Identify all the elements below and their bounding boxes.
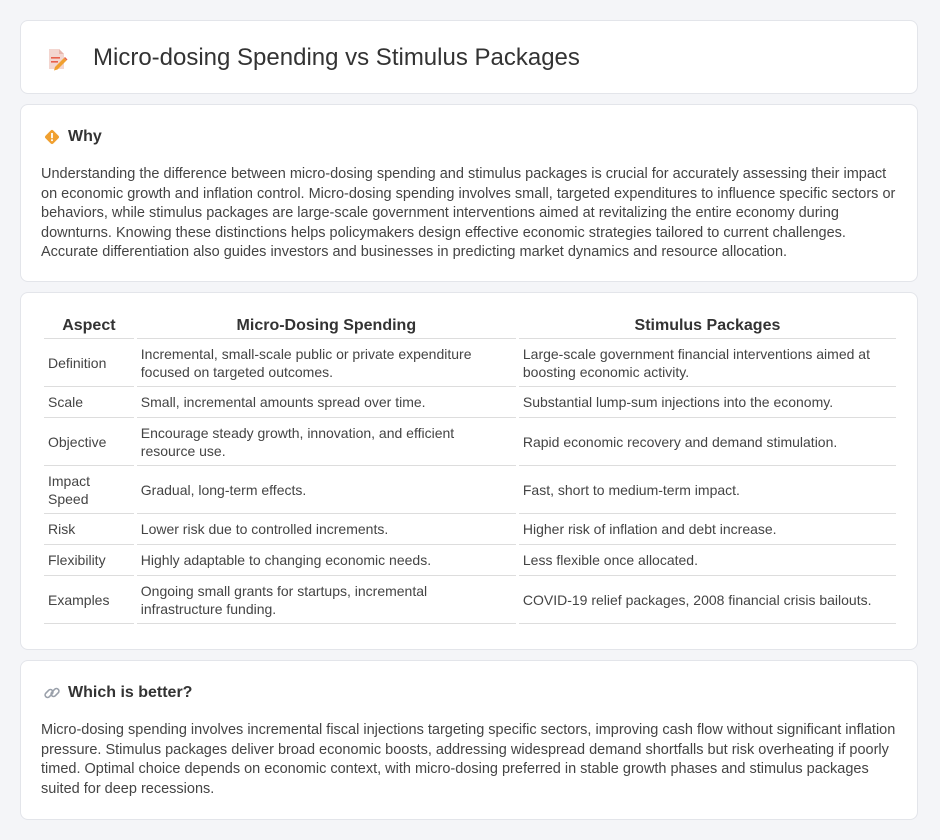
why-heading: Why (68, 128, 102, 145)
row-micro-dosing: Gradual, long-term effects. (137, 466, 516, 514)
row-aspect: Risk (44, 514, 134, 545)
better-body: Micro-dosing spending involves incremental fiscal injections targeting specific sectors, improving cash flow without significant inflation pressure. Stimulus packages deliver broad economic boosts, addressing widespread demand shortfalls but risk overheating if poorly timed. Optimal choice depends on economic context, with micro-dosing preferred in stable growth phases and stimulus packages suited for deep recessions. (41, 722, 896, 797)
table-row (44, 339, 896, 387)
table-row (44, 514, 896, 545)
row-aspect: Examples (44, 576, 134, 624)
better-heading-row (43, 683, 192, 703)
which-is-better-section (20, 660, 918, 820)
header-micro-dosing: Micro-Dosing Spending (137, 313, 516, 339)
row-micro-dosing: Encourage steady growth, innovation, and efficient resource use. (137, 418, 516, 466)
row-aspect: Impact Speed (44, 466, 134, 514)
table-row (44, 387, 896, 418)
row-micro-dosing: Ongoing small grants for startups, incremental infrastructure funding. (137, 576, 516, 624)
row-micro-dosing: Lower risk due to controlled increments. (137, 514, 516, 545)
comparison-section (20, 292, 918, 650)
row-micro-dosing: Highly adaptable to changing economic needs. (137, 545, 516, 576)
document-edit-icon (46, 47, 68, 71)
row-stimulus: Substantial lump-sum injections into the economy. (519, 387, 896, 418)
better-heading: Which is better? (68, 684, 193, 701)
why-heading-row (43, 127, 102, 147)
page-title: Micro-dosing Spending vs Stimulus Packages (93, 44, 580, 71)
row-stimulus: Higher risk of inflation and debt increase. (519, 514, 896, 545)
row-stimulus: Rapid economic recovery and demand stimulation. (519, 418, 896, 466)
why-body: Understanding the difference between micro-dosing spending and stimulus packages is crucial for accurately assessing their impact on economic growth and inflation control. Micro-dosing spending involves small, targeted expenditures to influence specific sectors or behaviors, while stimulus packages are large-scale government interventions aimed at revitalizing the entire economy during downturns. Knowing these distinctions helps policymakers design effective economic strategies tailored to current challenges. Accurate differentiation also guides investors and businesses in predicting market dynamics and resource allocation. (41, 166, 896, 261)
link-icon (43, 684, 61, 702)
row-stimulus: Fast, short to medium-term impact. (519, 466, 896, 514)
diamond-warning-icon (43, 128, 61, 146)
row-micro-dosing: Incremental, small-scale public or private expenditure focused on targeted outcomes. (137, 339, 516, 387)
why-section (20, 104, 918, 282)
table-header-row (44, 313, 896, 339)
row-stimulus: Large-scale government financial interventions aimed at boosting economic activity. (519, 339, 896, 387)
table-row (44, 576, 896, 624)
row-aspect: Definition (44, 339, 134, 387)
header-stimulus: Stimulus Packages (519, 313, 896, 339)
title-card (20, 20, 918, 94)
comparison-table (41, 313, 899, 624)
table-row (44, 466, 896, 514)
row-aspect: Scale (44, 387, 134, 418)
row-micro-dosing: Small, incremental amounts spread over time. (137, 387, 516, 418)
table-row (44, 418, 896, 466)
header-aspect: Aspect (44, 313, 134, 339)
table-row (44, 545, 896, 576)
row-aspect: Flexibility (44, 545, 134, 576)
row-stimulus: COVID-19 relief packages, 2008 financial crisis bailouts. (519, 576, 896, 624)
row-aspect: Objective (44, 418, 134, 466)
row-stimulus: Less flexible once allocated. (519, 545, 896, 576)
